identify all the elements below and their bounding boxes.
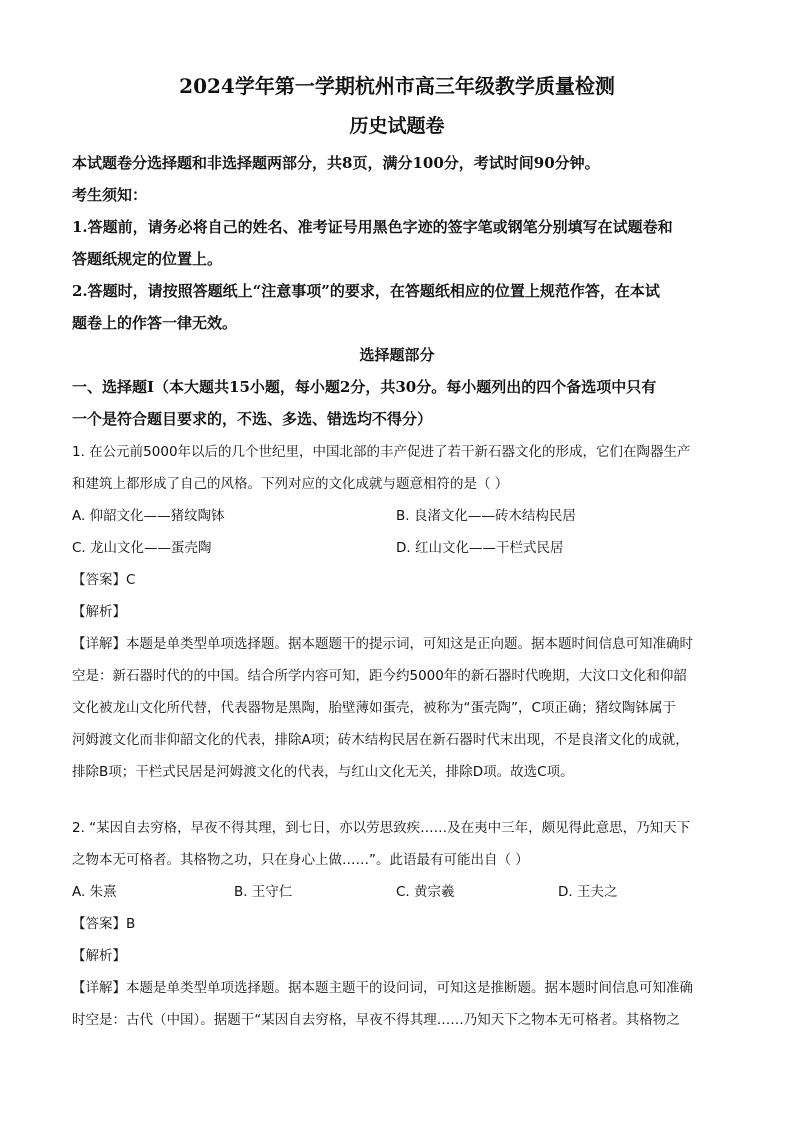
q2-analysis-tag: 【解析】 [72,948,126,964]
q1-detail-line-5: 排除B项；干栏式民居是河姆渡文化的代表，与红山文化无关，排除D项。故选C项。 [72,764,574,780]
q2-option-b: B. 王守仁 [234,884,293,900]
q1-detail-tag: 【详解】 [72,636,126,652]
q1-stem-b: 和建筑上都形成了自己的风格。下列对应的文化成就与题意相符的是（ ） [72,476,509,492]
q1-option-d: D. 红山文化——干栏式民居 [396,540,564,556]
q2-detail-tag: 【详解】 [72,980,126,996]
rule-1-line-a: 1.答题前，请务必将自己的姓名、准考证号用黑色字迹的签字笔或钢笔分别填写在试题卷和 [72,218,673,236]
q1-answer [72,568,135,588]
q2-option-d: D. 王夫之 [558,884,618,900]
q2-option-a: A. 朱熹 [72,884,117,900]
q2-option-c: C. 黄宗羲 [396,884,455,900]
notice-title: 考生须知： [72,186,148,204]
q2-stem-b: 之物本无可格者。其格物之功，只在身心上做……”。此语最有可能出自（ ） [72,852,529,868]
exam-title: 2024学年第一学期杭州市高三年级教学质量检测 [179,74,615,98]
q1-detail-line-1 [72,632,693,652]
q1-option-a: A. 仰韶文化——猪纹陶钵 [72,508,225,524]
section-heading-b: 一个是符合题目要求的，不选、多选、错选均不得分） [72,410,433,428]
q1-option-c: C. 龙山文化——蛋壳陶 [72,540,212,556]
q2-stem-a: 2. “某因自去穷格，早夜不得其理，到七日，亦以劳思致疾……及在夷中三年，颇见得此意思，乃知天下 [72,820,691,836]
q2-answer [72,912,135,932]
q1-option-b: B. 良渚文化——砖木结构民居 [396,508,576,524]
rule-1-line-b: 答题纸规定的位置上。 [72,250,223,268]
q2-detail-line-2: 时空是：古代（中国）。据题干“某因自去穷格，早夜不得其理……乃知天下之物本无可格者。其格物之 [72,1012,680,1028]
q2-answer-value: B [126,916,136,932]
q1-detail-text-1: 本题是单类型单项选择题。据本题题干的提示词，可知这是正向题。据本题时间信息可知准确时 [126,636,693,652]
section-heading-a: 一、选择题Ⅰ（本大题共15小题，每小题2分，共30分。每小题列出的四个备选项中只有 [72,378,657,396]
section-title: 选择题部分 [359,346,435,364]
q1-analysis-tag: 【解析】 [72,604,126,620]
rule-2-line-a: 2.答题时，请按照答题纸上“注意事项”的要求，在答题纸相应的位置上规范作答，在本试 [72,282,660,300]
q2-detail-text-1: 本题是单类型单项选择题。据本题主题干的设问词，可知这是推断题。据本题时间信息可知准确 [126,980,693,996]
q1-answer-tag: 【答案】 [72,572,126,588]
q1-answer-value: C [126,572,136,588]
q1-detail-line-3: 文化被龙山文化所代替，代表器物是黑陶，胎壁薄如蛋壳，被称为“蛋壳陶”，C项正确；猪纹陶钵属于 [72,700,676,716]
q1-detail-line-4: 河姆渡文化而非仰韶文化的代表，排除A项；砖木结构民居在新石器时代末出现，不是良渚文化的成就， [72,732,689,748]
rule-2-line-b: 题卷上的作答一律无效。 [72,314,238,332]
exam-subtitle: 历史试题卷 [349,115,445,137]
q1-stem-a: 1. 在公元前5000年以后的几个世纪里，中国北部的丰产促进了若干新石器文化的形成，它们在陶器生产 [72,444,691,460]
q2-detail-line-1 [72,976,693,996]
intro-line: 本试题卷分选择题和非选择题两部分，共8页，满分100分，考试时间90分钟。 [72,154,600,172]
q2-answer-tag: 【答案】 [72,916,126,932]
q1-detail-line-2: 空是：新石器时代的的中国。结合所学内容可知，距今约5000年的新石器时代晚期，大汶口文化和仰韶 [72,668,687,684]
